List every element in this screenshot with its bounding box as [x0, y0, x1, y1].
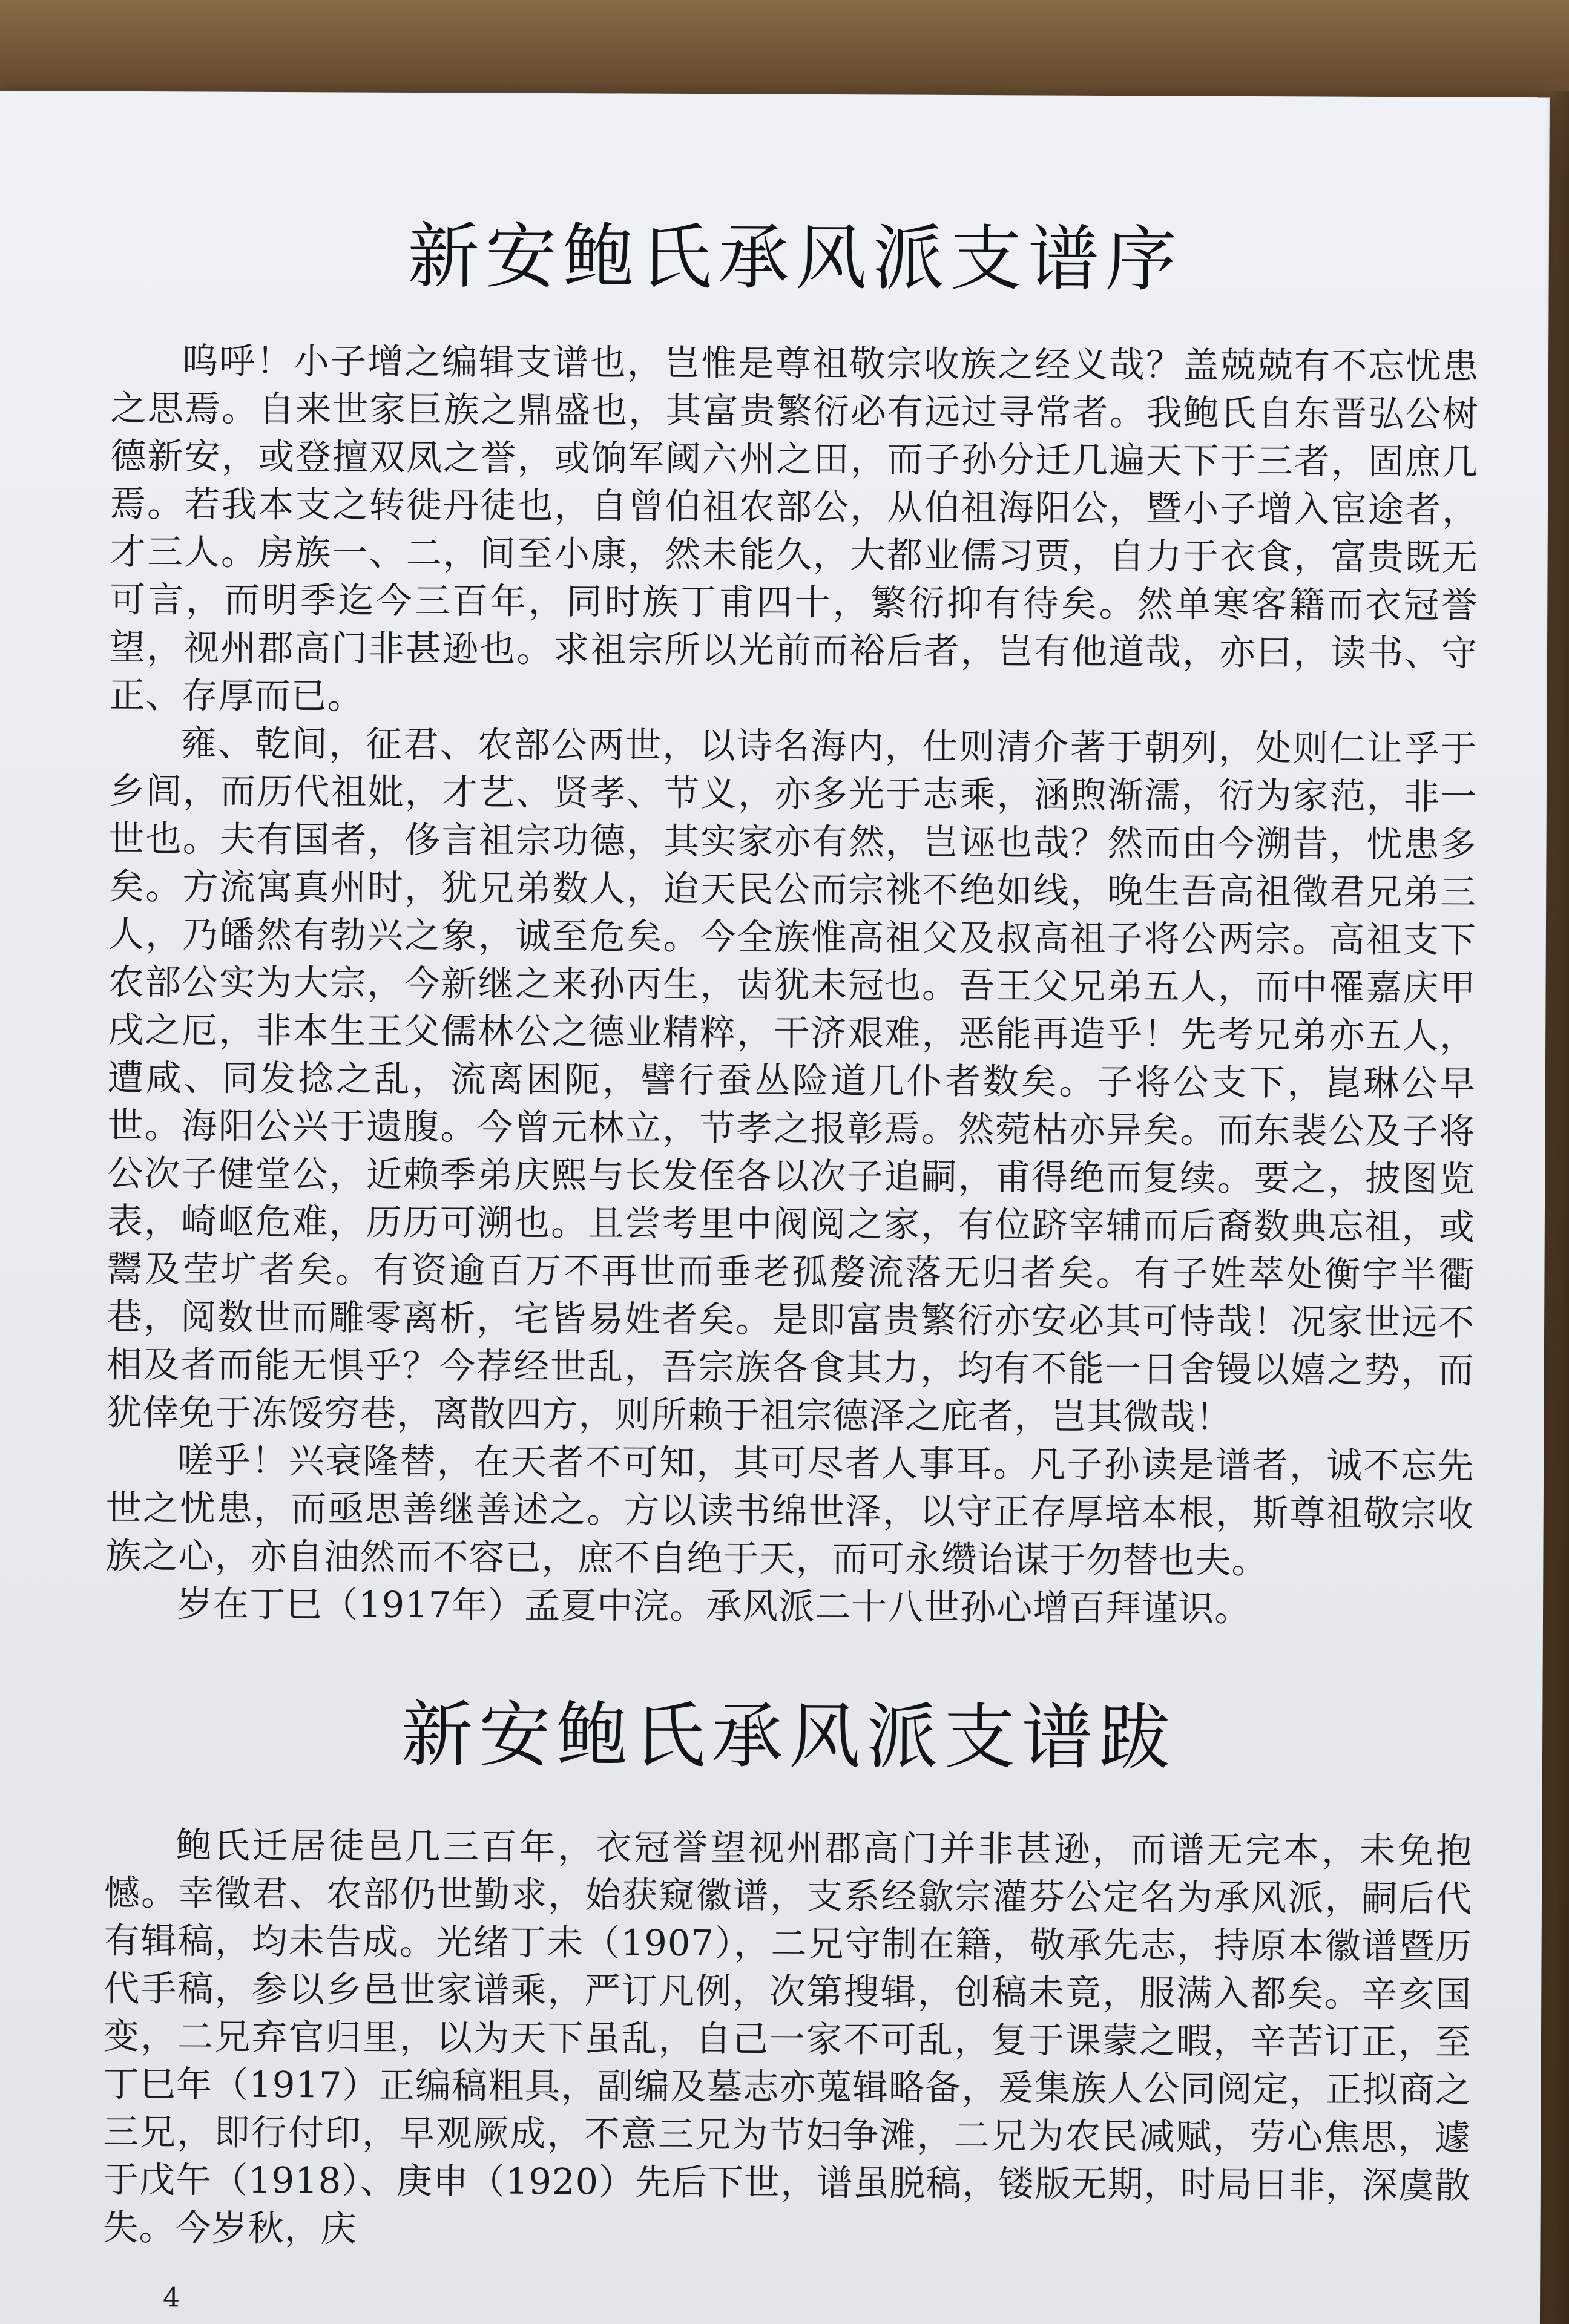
postscript-title: 新安鲍氏承风派支谱跋: [401, 1692, 1177, 1780]
preface-title: 新安鲍氏承风派支谱序: [407, 214, 1183, 301]
page-number: 4: [162, 2282, 180, 2314]
page-content: [102, 197, 1479, 2257]
preface-paragraph: 嗟乎！兴衰隆替，在天者不可知，其可尽者人事耳。凡子孙读是谱者，诚不忘先世之忧患，而亟思善继善述之。方以读书绵世泽，以守正存厚培本根，斯尊祖敬宗收族之心，亦自油然而不容已，庶不自绝于天，而可永缵诒谋于勿替也夫。: [105, 1439, 1475, 1582]
preface-paragraph: 呜呼！小子增之编辑支谱也，岂惟是尊祖敬宗收族之经义哉？盖兢兢有不忘忧患之思焉。自来世家巨族之鼎盛也，其富贵繁衍必有远过寻常者。我鲍氏自东晋弘公树德新安，或登擅双凤之誉，或饷军阈六州之田，而子孙分迁几遍天下于三者，固庶几焉。若我本支之转徙丹徒也，自曾伯祖农部公，从伯祖海阳公，暨小子增入宦途者，才三人。房族一、二，间至小康，然未能久，大都业儒习贾，自力于衣食，富贵既无可言，而明季迄今三百年，同时族丁甫四十，繁衍抑有待矣。然单寒客籍而衣冠誉望，视州郡高门非甚逊也。求祖宗所以光前而裕后者，岂有他道哉，亦曰，读书、守正、存厚而已。: [109, 340, 1479, 717]
postscript-paragraph: 鲍氏迁居徒邑几三百年，衣冠誉望视州郡高门并非甚逊，而谱无完本，未免抱憾。幸徵君、农部仍世勤求，始获窥徽谱，支系经歙宗灌芬公定名为承风派，嗣后代有辑稿，均未告成。光绪丁未（1907），二兄守制在籍，敬承先志，持原本徽谱暨历代手稿，参以乡邑世家谱乘，严订凡例，次第搜辑，创稿未竟，服满入都矣。辛亥国变，二兄弃官归里，以为天下虽乱，自己一家不可乱，复于课蒙之暇，辛苦订正，至丁巳年（1917）正编稿粗具，副编及墓志亦蒐辑略备，爰集族人公同阅定，正拟商之三兄，即行付印，早观厥成，不意三兄为节妇争滩，二兄为农民减赋，劳心焦思，遽于戊午（1918）、庚申（1920）先后下世，谱虽脱稿，镂版无期，时局日非，深虞散失。今岁秋，庆: [102, 1824, 1473, 2250]
page-edge-shadow: [1545, 91, 1569, 2324]
preface-signature: 岁在丁巳（1917年）孟夏中浣。承风派二十八世孙心增百拜谨识。: [176, 1583, 1251, 1630]
preface-paragraph: 雍、乾间，征君、农部公两世，以诗名海内，仕则清介著于朝列，处则仁让孚于乡闾，而历代祖妣，才艺、贤孝、节义，亦多光于志乘，涵煦渐濡，衍为家范，非一世也。夫有国者，侈言祖宗功德，其实家亦有然，岂诬也哉？然而由今溯昔，忧患多矣。方流寓真州时，犹兄弟数人，迨天民公而宗祧不绝如线，晚生吾高祖徵君兄弟三人，乃皤然有勃兴之象，诚至危矣。今全族惟高祖父及叔高祖子将公两宗。高祖支下农部公实为大宗，今新继之来孙丙生，齿犹未冠也。吾王父兄弟五人，而中罹嘉庆甲戌之厄，非本生王父儒林公之德业精粹，干济艰难，恶能再造乎！先考兄弟亦五人，遭咸、同发捻之乱，流离困阨，譬行蚕丛险道几仆者数矣。子将公支下，崑琳公早世。海阳公兴于遗腹。今曾元林立，节孝之报彰焉。然菀枯亦异矣。而东裴公及子将公次子健堂公，近赖季弟庆熙与长发侄各以次子追嗣，甫得绝而复续。要之，披图览表，崎岖危难，历历可溯也。且尝考里中阀阅之家，有位跻宰辅而后裔数典忘祖，或鬻及茔圹者矣。有资逾百万不再世而垂老孤嫠流落无归者矣。有子姓萃处衡宇半衢巷，阅数世而雕零离析，宅皆易姓者矣。是即富贵繁衍亦安必其可恃哉！况家世远不相及者而能无惧乎？今荐经世乱，吾宗族各食其力，均有不能一日舍镘以嬉之势，而犹倖免于冻馁穷巷，离散四方，则所赖于祖宗德泽之庇者，岂其微哉！: [106, 722, 1478, 1438]
book-page: [0, 91, 1550, 2324]
